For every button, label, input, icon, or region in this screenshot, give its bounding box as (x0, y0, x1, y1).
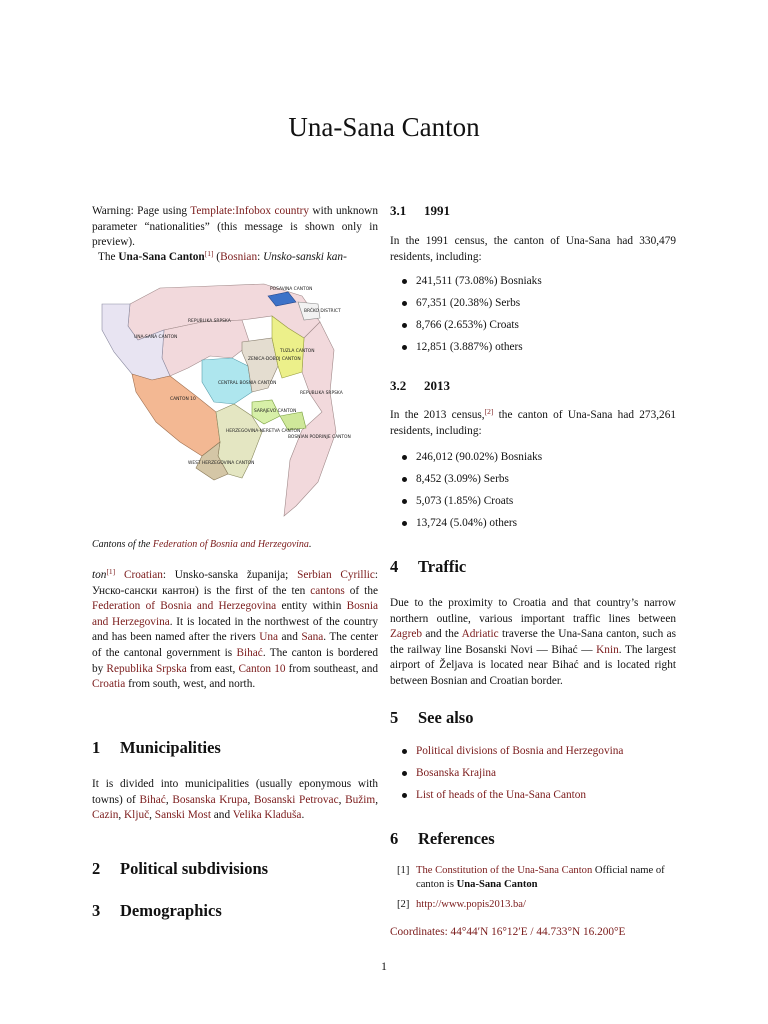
cantons-link[interactable]: cantons (310, 584, 345, 597)
federation-link[interactable]: Federation of Bosnia and Herzegovina (92, 600, 277, 613)
municipality-link[interactable]: Bosanski Petrovac (253, 793, 339, 806)
municipality-link[interactable]: Velika Kladuša (232, 809, 302, 822)
list-item (390, 766, 676, 788)
heading-see-also: 5 See also (390, 708, 474, 727)
cantons-map (92, 282, 351, 522)
heading-traffic: 4 Traffic (390, 557, 467, 576)
list-item: 241,511 (73.08%) Bosniaks (390, 274, 676, 296)
map-label-tuzla: TUZLA CANTON (280, 349, 315, 354)
map-label-sarajevo: SARAJEVO CANTON (254, 409, 297, 414)
municipality-link[interactable]: Bihać (139, 793, 166, 806)
map-label-brcko: BRČKO DISTRICT (304, 309, 341, 314)
traffic-paragraph: Due to the proximity to Croatia and that country’s narrow northern outline, various important traffic lines between Zagreb and the Adriatic traverse the Una-Sana canton, such as the railway line Bosanski Novi — Bihać — Knin. The largest airport of Željava is located near Bihać and is located right between Bosnian and Croatian border. (390, 597, 676, 687)
list-item (390, 788, 676, 810)
map-label-rs-east: REPUBLIKA SRPSKA (300, 391, 343, 396)
serbian-cyrillic-link[interactable]: Serbian Cyrillic (297, 569, 375, 581)
croatia-link[interactable]: Croatia (92, 678, 126, 691)
heading-political-subdivisions: 2 Political subdivisions (92, 859, 269, 878)
template-infobox-link[interactable]: Template:Infobox country (190, 205, 309, 217)
municipality-link[interactable]: Ključ (124, 809, 150, 822)
map-label-zenica-doboj: ZENICA-DOBOJ CANTON (248, 357, 301, 362)
census-1991-list (390, 274, 676, 362)
list-item: 8,452 (3.09%) Serbs (390, 472, 676, 494)
reference-item: [2] http://www.popis2013.ba/ (397, 899, 526, 910)
list-item: 67,351 (20.38%) Serbs (390, 296, 676, 318)
census-2013-list (390, 450, 676, 538)
see-also-link[interactable]: Political divisions of Bosnia and Herzegovina (416, 745, 624, 757)
list-item (390, 744, 676, 766)
municipality-link[interactable]: Bužim (345, 793, 376, 806)
intro-paragraph: The Una-Sana Canton[1] (Bosnian: Unsko-sanski kan- (98, 249, 347, 263)
bih-link[interactable]: Bosnia and Herzegovina (92, 600, 378, 628)
map-label-central-bosnia: CENTRAL BOSNIA CANTON (218, 381, 277, 386)
municipalities-paragraph: It is divided into municipalities (usually eponymous with towns) of Bihać, Bosanska Krupa, Bosanski Petrovac, Bužim, Cazin, Ključ, Sanski Most and Velika Kladuša. (92, 778, 379, 822)
map-caption: Cantons of the Federation of Bosnia and Herzegovina. (92, 539, 312, 550)
sana-link[interactable]: Sana (301, 631, 324, 644)
list-item: 246,012 (90.02%) Bosniaks (390, 450, 676, 472)
page-number: 1 (381, 961, 387, 973)
map-label-posavina: POSAVINA CANTON (270, 287, 313, 292)
see-also-link[interactable]: List of heads of the Una-Sana Canton (416, 789, 587, 801)
description-paragraph: ton[1] Croatian: Unsko-sanska županija; Serbian Cyrillic: Унско-сански кантон) is the first of the ten cantons of the Federation of Bosnia and Herzegovina entity within Bosnia and Herzegovina. It is located in the northwest of the country and has been named after the rivers Una and Sana. The center of the cantonal government is Bihać. The canton is bordered by Republika Srpska from east, Canton 10 from southeast, and Croatia from south, west, and north. (92, 567, 378, 691)
adriatic-link[interactable]: Adriatic (461, 628, 499, 641)
croatian-link[interactable]: Croatian (123, 569, 163, 581)
warning-paragraph: Warning: Page using Template:Infobox country with unknown parameter “nationalities” (this message is shown only in preview). (92, 205, 378, 249)
map-label-west-herzegovina: WEST HERZEGOVINA CANTON (188, 461, 255, 466)
census-1991-paragraph: In the 1991 census, the canton of Una-Sana had 330,479 residents, including: (390, 235, 676, 263)
podrinje-region (280, 412, 306, 430)
municipality-link[interactable]: Cazin (92, 809, 119, 822)
map-label-herzegovina-neretva: HERZEGOVINA-NERETVA CANTON (226, 429, 301, 434)
bosnian-link[interactable]: Bosnian (220, 251, 258, 263)
ref-1b-link[interactable]: [1] (106, 567, 116, 576)
municipality-link[interactable]: Sanski Most (154, 809, 211, 822)
zagreb-link[interactable]: Zagreb (390, 628, 422, 641)
census-2013-paragraph: In the 2013 census,[2] the canton of Una-Sana had 273,261 residents, including: (390, 407, 676, 437)
see-also-link[interactable]: Bosanska Krajina (416, 767, 496, 779)
bihac-link[interactable]: Bihać (236, 646, 263, 659)
municipality-link[interactable]: Bosanska Krupa (172, 793, 248, 806)
references-list (390, 864, 676, 918)
ref-2-link[interactable]: [2] (484, 407, 494, 416)
map-label-una-sana: UNA-SANA CANTON (134, 335, 178, 340)
coordinates-link[interactable]: Coordinates: 44°44′N 16°12′E / 44.733°N 16.200°E (390, 926, 626, 938)
caption-federation-link[interactable]: Federation of Bosnia and Herzegovina (152, 539, 309, 550)
constitution-link[interactable]: The Constitution of the Una-Sana Canton (416, 865, 593, 876)
republika-srpska-link[interactable]: Republika Srpska (106, 662, 187, 675)
list-item: 5,073 (1.85%) Croats (390, 494, 676, 516)
map-label-rs-north: REPUBLIKA SRPSKA (188, 319, 231, 324)
map-label-canton-10: CANTON 10 (170, 397, 196, 402)
heading-municipalities: 1 Municipalities (92, 738, 221, 757)
popis-link[interactable]: http://www.popis2013.ba/ (416, 899, 526, 910)
heading-demographics: 3 Demographics (92, 901, 222, 920)
una-link[interactable]: Una (259, 631, 279, 644)
heading-1991: 3.1 1991 (390, 203, 450, 218)
knin-link[interactable]: Knin (596, 643, 619, 656)
list-item: 13,724 (5.04%) others (390, 516, 676, 538)
list-item: 12,851 (3.887%) others (390, 340, 676, 362)
page-title: Una-Sana Canton (288, 112, 480, 142)
map-label-podrinje: BOSNIAN PODRINJE CANTON (288, 435, 351, 440)
heading-2013: 3.2 2013 (390, 378, 450, 393)
ref-1-link[interactable]: [1] (204, 249, 214, 258)
see-also-list (390, 744, 676, 810)
reference-item: [1] The Constitution of the Una-Sana Canton Official name of canton is Una-Sana Canton (397, 865, 665, 890)
canton-10-link[interactable]: Canton 10 (238, 662, 286, 675)
list-item: 8,766 (2.653%) Croats (390, 318, 676, 340)
heading-references: 6 References (390, 829, 495, 848)
